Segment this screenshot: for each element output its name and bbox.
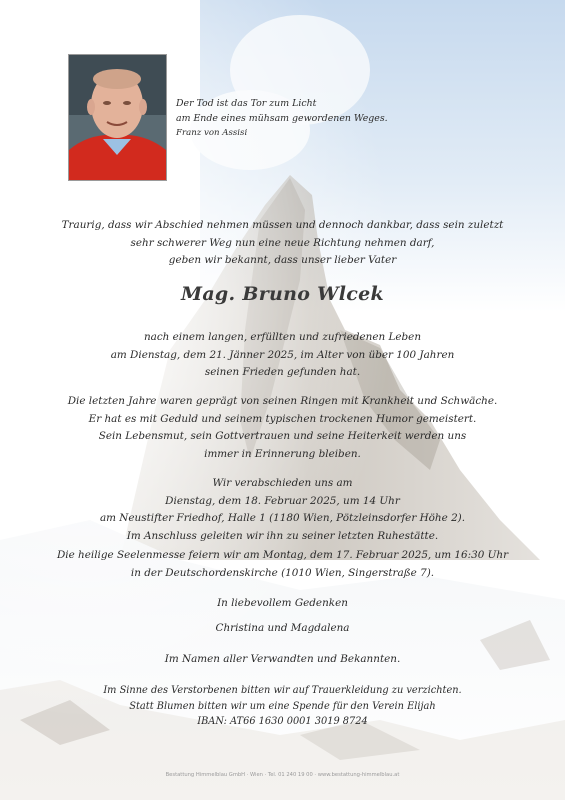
mass-line: in der Deutschordenskirche (1010 Wien, Singerstraße 7).: [130, 566, 435, 579]
quote-author: Franz von Assisi: [176, 128, 248, 138]
relatives-line: Im Namen aller Verwandten und Bekannten.: [164, 653, 401, 665]
memory-line: In liebevollem Gedenken: [217, 597, 348, 609]
quote-block: [176, 96, 416, 141]
tribute-line: Die letzten Jahre waren geprägt von seinen Ringen mit Krankheit und Schwäche.: [67, 395, 498, 407]
intro-line: sehr schwerer Weg nun eine neue Richtung nehmen darf,: [130, 236, 435, 249]
passing-paragraph: [40, 329, 525, 382]
iban-line: IBAN: AT66 1630 0001 3019 8724: [197, 716, 368, 727]
memory-text: [40, 595, 525, 613]
funeral-line: Dienstag, dem 18. Februar 2025, um 14 Uhr: [165, 494, 400, 507]
tribute-line: Er hat es mit Geduld und seinem typischen trockenen Humor gemeistert.: [88, 412, 477, 425]
portrait-photo: [68, 54, 167, 181]
passing-line: nach einem langen, erfüllten und zufriedenen Leben: [143, 331, 422, 343]
family-line: Christina und Magdalena: [215, 622, 350, 634]
passing-line: am Dienstag, dem 21. Jänner 2025, im Alter von über 100 Jahren: [110, 348, 455, 361]
quote-line: Der Tod ist das Tor zum Licht: [176, 98, 317, 109]
deceased-name: Mag. Bruno Wlcek: [180, 283, 385, 305]
family-names: [40, 620, 525, 638]
funeral-line: am Neustifter Friedhof, Halle 1 (1180 Wien, Pötzleinsdorfer Höhe 2).: [99, 512, 466, 524]
mass-paragraph: [40, 547, 525, 582]
request-line: Statt Blumen bitten wir um eine Spende für den Verein Elijah: [129, 700, 436, 712]
intro-line: geben wir bekannt, dass unser lieber Vater: [168, 254, 397, 266]
footer-imprint: Bestattung Himmelblau GmbH · Wien · Tel. 01 240 19 00 · www.bestattung-himmelblau.at: [165, 772, 400, 778]
funeral-line: Wir verabschieden uns am: [212, 477, 353, 489]
intro-paragraph: [40, 217, 525, 270]
funeral-line: Im Anschluss geleiten wir ihn zu seiner letzten Ruhestätte.: [126, 529, 439, 542]
passing-line: seinen Frieden gefunden hat.: [204, 366, 361, 378]
mass-line: Die heilige Seelenmesse feiern wir am Montag, dem 17. Februar 2025, um 16:30 Uhr: [56, 549, 509, 561]
intro-line: Traurig, dass wir Abschied nehmen müssen und dennoch dankbar, dass sein zuletzt: [61, 219, 504, 231]
funeral-paragraph: [40, 475, 525, 545]
quote-line: am Ende eines mühsam gewordenen Weges.: [176, 113, 388, 124]
tribute-paragraph: [40, 393, 525, 463]
request-paragraph: [40, 683, 525, 730]
tribute-line: Sein Lebensmut, sein Gottvertrauen und seine Heiterkeit werden uns: [98, 430, 467, 442]
relatives-text: [40, 651, 525, 669]
tribute-line: immer in Erinnerung bleiben.: [204, 447, 361, 460]
request-line: Im Sinne des Verstorbenen bitten wir auf Trauerkleidung zu verzichten.: [103, 685, 462, 696]
